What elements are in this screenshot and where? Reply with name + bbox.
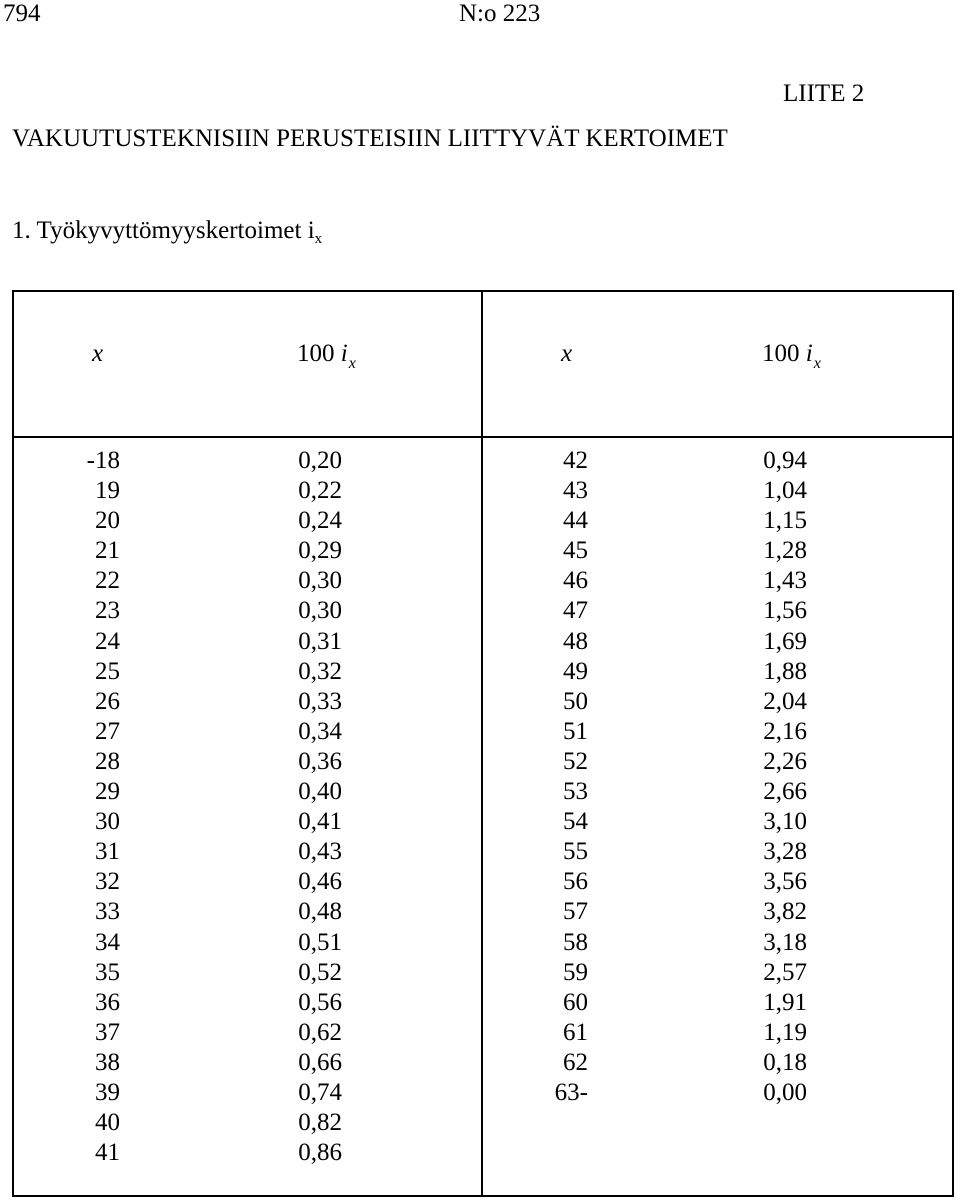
table-cell: 3,56 <box>763 868 807 896</box>
table-cell: 42 <box>563 447 588 474</box>
table-cell: 0,66 <box>298 1048 342 1076</box>
section-heading-subscript: x <box>314 231 323 247</box>
table-cell: 61 <box>563 1018 588 1046</box>
table-cell: 59 <box>563 958 588 986</box>
table-cell: 0,20 <box>298 447 342 474</box>
table-cell: 3,28 <box>763 838 807 866</box>
table-cell: 0,48 <box>298 898 342 926</box>
header-100ix-right <box>762 340 821 372</box>
table-cell: 21 <box>95 537 120 565</box>
table-cell: 1,91 <box>763 988 807 1016</box>
table-cell: 35 <box>95 958 120 986</box>
table-cell: 2,66 <box>763 778 807 806</box>
table-cell: 0,30 <box>298 597 342 625</box>
table-cell: 24 <box>95 627 120 655</box>
table-cell: 0,30 <box>298 567 342 595</box>
table-cell: 50 <box>563 687 588 715</box>
table-cell: 36 <box>95 988 120 1016</box>
table-cell: 26 <box>95 687 120 715</box>
appendix-label: LIITE 2 <box>783 80 865 107</box>
table-cell: 3,18 <box>763 928 807 956</box>
issue-number: N:o 223 <box>459 0 541 27</box>
table-cell: 3,10 <box>763 808 807 836</box>
table-cell: 2,26 <box>763 747 807 775</box>
table-cell: 0,32 <box>298 657 342 685</box>
table-cell: 62 <box>563 1048 588 1076</box>
header-100ix-right-subscript: x <box>813 355 821 372</box>
table-cell: 20 <box>95 507 120 535</box>
table-cell: 0,24 <box>298 507 342 535</box>
left-x-column <box>72 446 120 1168</box>
table-cell: 0,22 <box>298 477 342 505</box>
table-cell: 56 <box>563 868 588 896</box>
table-cell: 34 <box>95 928 120 956</box>
header-x-left-symbol: x <box>92 340 104 367</box>
table-cell: 0,62 <box>298 1018 342 1046</box>
header-x-left <box>92 340 103 368</box>
table-cell: 0,41 <box>298 808 342 836</box>
table-cell: 0,43 <box>298 838 342 866</box>
table-cell: 0,82 <box>298 1109 342 1137</box>
table-cell: 52 <box>563 747 588 775</box>
table-cell: 33 <box>95 898 120 926</box>
table-cell: 25 <box>95 657 120 685</box>
table-cell: 1,28 <box>763 537 807 565</box>
section-heading-text: 1. Työkyvyttömyyskertoimet i <box>12 217 315 244</box>
right-value-column <box>745 446 807 1108</box>
table-cell: 22 <box>95 567 120 595</box>
header-100ix-left <box>297 340 356 372</box>
table-cell: 47 <box>563 597 588 625</box>
left-value-column <box>280 446 342 1168</box>
table-cell: 0,74 <box>298 1078 342 1106</box>
table-cell: 1,19 <box>763 1018 807 1046</box>
table-cell: 40 <box>95 1109 120 1137</box>
table-cell: 0,94 <box>763 447 807 474</box>
table-cell: 3,82 <box>763 898 807 926</box>
page-number: 794 <box>3 0 41 27</box>
header-100ix-left-subscript: x <box>348 355 356 372</box>
table-cell: 2,04 <box>763 687 807 715</box>
table-cell: 0,34 <box>298 717 342 745</box>
table-cell: 29 <box>95 778 120 806</box>
table-cell: 44 <box>563 507 588 535</box>
table-cell: 0,56 <box>298 988 342 1016</box>
table-cell: 1,04 <box>763 477 807 505</box>
table-cell: 0,46 <box>298 868 342 896</box>
header-100ix-left-prefix: 100 <box>297 340 341 367</box>
table-cell: -18 <box>86 447 120 474</box>
header-100ix-right-symbol: i <box>805 340 813 367</box>
table-cell: 0,29 <box>298 537 342 565</box>
table-cell: 45 <box>563 537 588 565</box>
header-100ix-right-prefix: 100 <box>762 340 806 367</box>
table-cell: 30 <box>95 808 120 836</box>
table-cell: 2,16 <box>763 717 807 745</box>
table-cell: 27 <box>95 717 120 745</box>
table-cell: 23 <box>95 597 120 625</box>
table-cell: 49 <box>563 657 588 685</box>
table-cell: 0,33 <box>298 687 342 715</box>
table-cell: 0,36 <box>298 747 342 775</box>
table-cell: 55 <box>563 838 588 866</box>
table-column-divider <box>481 290 483 1197</box>
table-cell: 0,51 <box>298 928 342 956</box>
table-cell: 19 <box>95 477 120 505</box>
table-cell: 28 <box>95 747 120 775</box>
table-cell: 1,43 <box>763 567 807 595</box>
table-cell: 0,31 <box>298 627 342 655</box>
table-cell: 51 <box>563 717 588 745</box>
table-cell: 41 <box>95 1139 120 1167</box>
coefficient-table <box>12 290 954 1197</box>
table-cell: 31 <box>95 838 120 866</box>
table-cell: 1,15 <box>763 507 807 535</box>
header-x-right <box>561 340 572 368</box>
table-cell: 54 <box>563 808 588 836</box>
table-cell: 0,86 <box>298 1139 342 1167</box>
table-cell: 37 <box>95 1018 120 1046</box>
table-cell: 53 <box>563 778 588 806</box>
table-cell: 1,56 <box>763 597 807 625</box>
table-cell: 43 <box>563 477 588 505</box>
section-heading <box>12 217 322 245</box>
header-100ix-left-symbol: i <box>340 340 348 367</box>
table-cell: 63- <box>554 1078 588 1106</box>
table-cell: 46 <box>563 567 588 595</box>
table-cell: 0,18 <box>763 1048 807 1076</box>
table-cell: 48 <box>563 627 588 655</box>
table-cell: 1,88 <box>763 657 807 685</box>
table-header-rule <box>12 436 954 438</box>
table-cell: 0,52 <box>298 958 342 986</box>
document-title: VAKUUTUSTEKNISIIN PERUSTEISIIN LIITTYVÄT KERTOIMET <box>12 125 728 152</box>
table-cell: 32 <box>95 868 120 896</box>
table-cell: 57 <box>563 898 588 926</box>
header-x-right-symbol: x <box>561 340 573 367</box>
table-cell: 0,40 <box>298 778 342 806</box>
right-x-column <box>540 446 588 1108</box>
table-cell: 2,57 <box>763 958 807 986</box>
table-cell: 1,69 <box>763 627 807 655</box>
table-cell: 39 <box>95 1078 120 1106</box>
table-cell: 60 <box>563 988 588 1016</box>
table-cell: 0,00 <box>763 1078 807 1106</box>
table-cell: 38 <box>95 1048 120 1076</box>
table-cell: 58 <box>563 928 588 956</box>
